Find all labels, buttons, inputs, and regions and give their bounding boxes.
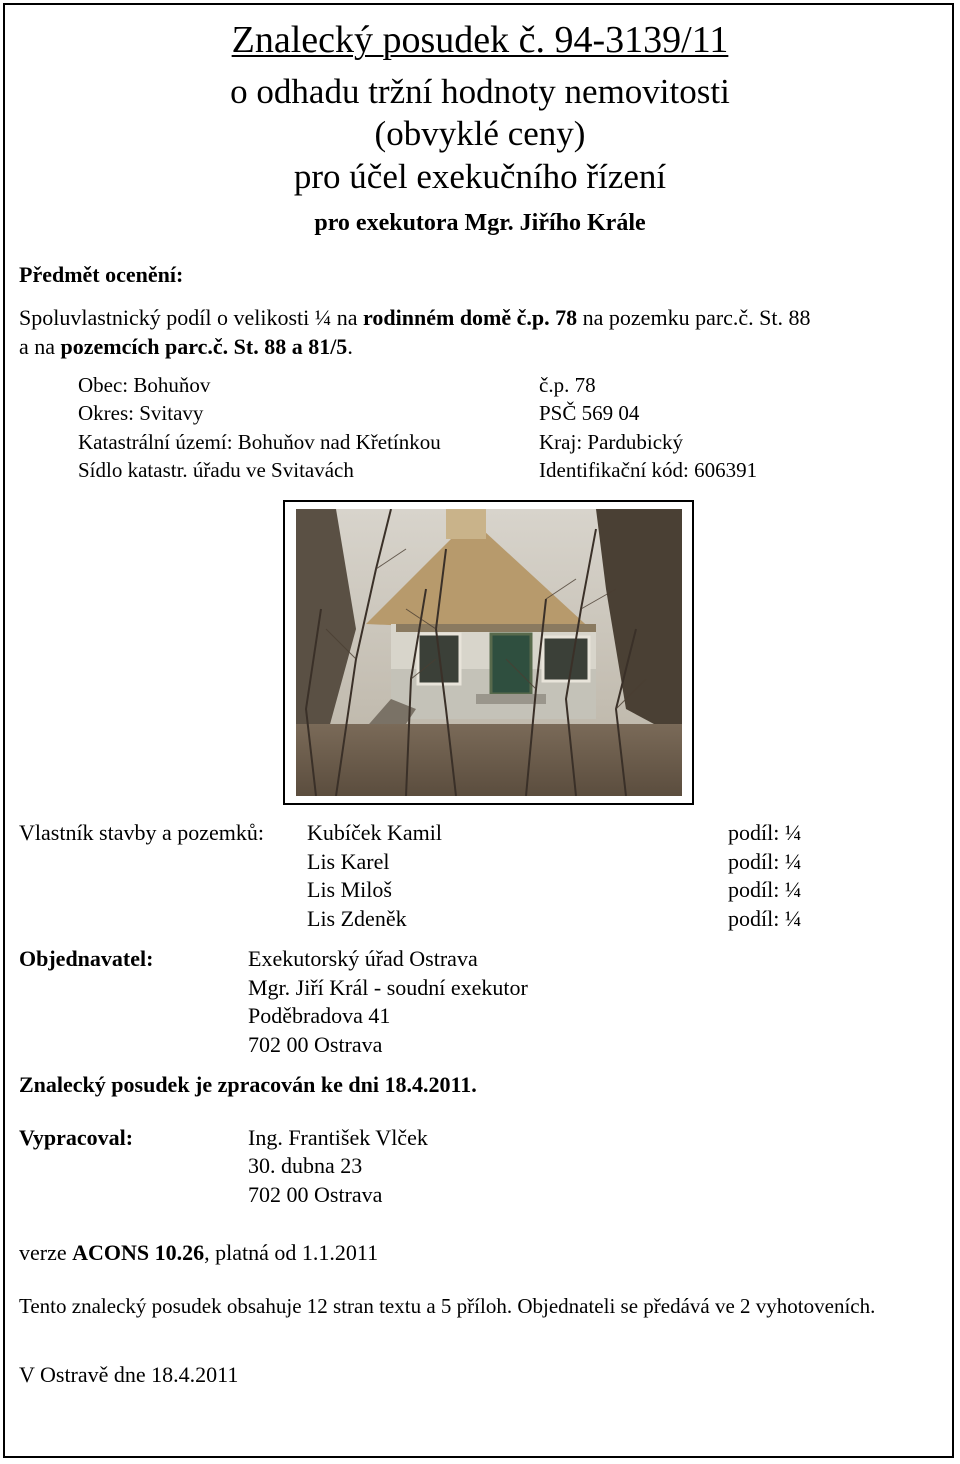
subtitle-line-1: o odhadu tržní hodnoty nemovitosti [230, 72, 730, 111]
prepared-date: Znalecký posudek je zpracován ke dni 18.4.2011. [19, 1072, 477, 1097]
document-title: Znalecký posudek č. 94-3139/11 [231, 19, 729, 61]
client-line: Mgr. Jiří Král - soudní exekutor [248, 975, 528, 1000]
author-line: Ing. František Vlček [248, 1125, 428, 1150]
subtitle-line-2: (obvyklé ceny) [374, 114, 586, 153]
author-line: 30. dubna 23 [248, 1153, 363, 1178]
subject-label: Předmět ocenění: [19, 262, 184, 287]
location-id-code: Identifikační kód: 606391 [539, 458, 758, 482]
owner-share: podíl: ¼ [728, 820, 802, 845]
owners-label: Vlastník stavby a pozemků: [19, 820, 265, 845]
subject-line-2: a na pozemcích parc.č. St. 88 a 81/5. [19, 334, 353, 359]
owner-name: Lis Zdeněk [307, 906, 407, 931]
contents-note: Tento znalecký posudek obsahuje 12 stran textu a 5 příloh. Objednateli se předává ve 2 vyhotoveních. [19, 1294, 876, 1318]
author-label: Vypracoval: [19, 1125, 134, 1150]
location-municipality: Obec: Bohuňov [78, 373, 211, 397]
place-date: V Ostravě dne 18.4.2011 [19, 1362, 239, 1387]
subtitle-line-3: pro účel exekučního řízení [293, 157, 667, 196]
client-label: Objednavatel: [19, 946, 154, 971]
location-cadastral-office: Sídlo katastr. úřadu ve Svitavách [78, 458, 354, 482]
location-district: Okres: Svitavy [78, 401, 204, 425]
client-line: Poděbradova 41 [248, 1003, 391, 1028]
software-version: verze ACONS 10.26, platná od 1.1.2011 [19, 1240, 379, 1265]
subject-line-1: Spoluvlastnický podíl o velikosti ¼ na rodinném domě č.p. 78 na pozemku parc.č. St. 88 [19, 305, 811, 330]
executor-line: pro exekutora Mgr. Jiřího Krále [314, 210, 646, 236]
owner-name: Lis Miloš [307, 877, 392, 902]
location-cadastral-area: Katastrální území: Bohuňov nad Křetínkou [78, 430, 441, 454]
owner-share: podíl: ¼ [728, 906, 802, 931]
client-line: Exekutorský úřad Ostrava [248, 946, 478, 971]
house-photo [296, 509, 682, 796]
owner-name: Kubíček Kamil [307, 820, 443, 845]
location-postcode: PSČ 569 04 [539, 401, 640, 425]
owner-share: podíl: ¼ [728, 877, 802, 902]
author-line: 702 00 Ostrava [248, 1182, 383, 1207]
house-photo-frame [283, 500, 694, 805]
owner-name: Lis Karel [307, 849, 390, 874]
client-line: 702 00 Ostrava [248, 1032, 383, 1057]
location-house-number: č.p. 78 [539, 373, 596, 397]
owner-share: podíl: ¼ [728, 849, 802, 874]
location-region: Kraj: Pardubický [539, 430, 684, 454]
